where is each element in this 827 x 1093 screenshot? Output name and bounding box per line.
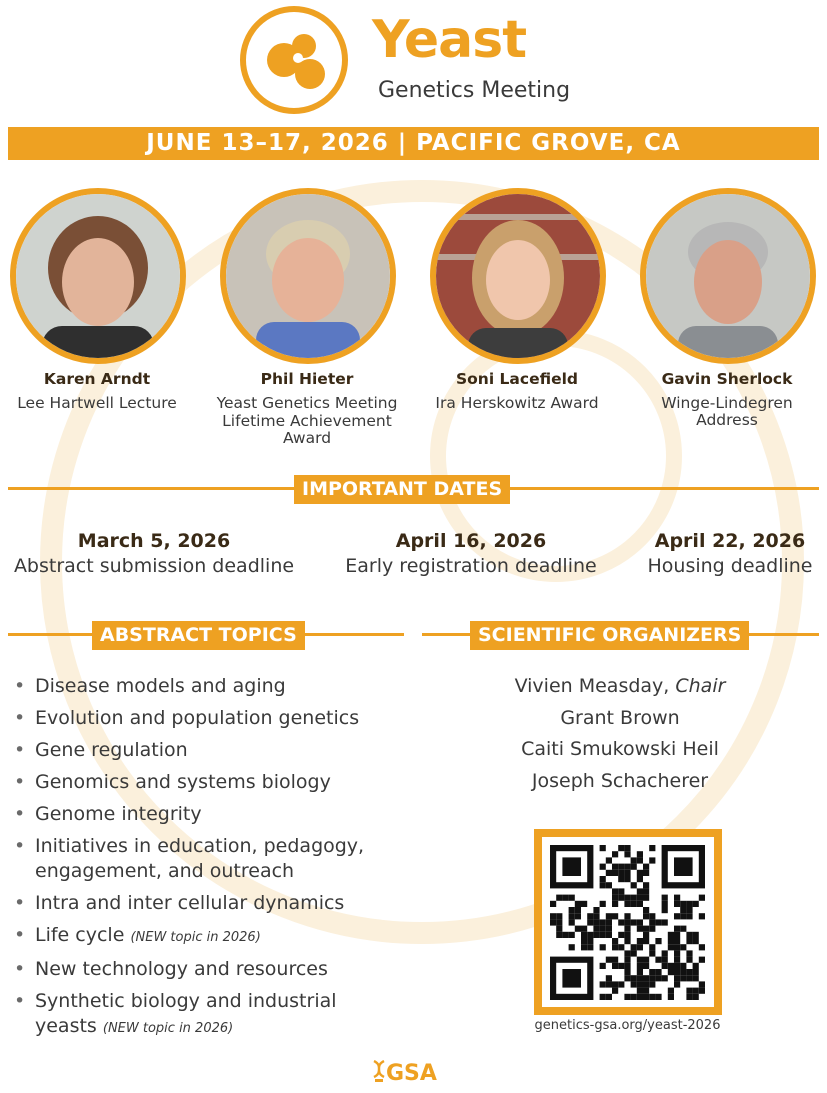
list-item — [14, 923, 394, 950]
organizer-chair — [430, 674, 810, 699]
bullet: • — [14, 739, 26, 761]
date-location-banner: JUNE 13–17, 2026 | PACIFIC GROVE, CA — [8, 127, 819, 160]
date-value: March 5, 2026 — [77, 530, 231, 552]
gsa-logo — [372, 1060, 437, 1087]
speaker-name: Karen Arndt — [43, 370, 151, 388]
abstract-topics-heading: ABSTRACT TOPICS — [92, 621, 305, 650]
organizer-name: Joseph Schacherer — [531, 769, 709, 792]
yeast-cells-icon — [246, 12, 342, 108]
organizer-role: Chair — [675, 675, 726, 697]
portrait-image — [436, 194, 600, 358]
speaker-award: Yeast Genetics Meeting Lifetime Achievement Award — [216, 394, 398, 447]
speaker-photo-phil-hieter — [220, 188, 396, 364]
organizer-name: Vivien Measday, — [514, 675, 670, 697]
date-label: Abstract submission deadline — [13, 555, 295, 577]
list-item — [14, 770, 394, 795]
topic-text: Gene regulation — [35, 739, 188, 761]
list-item — [14, 891, 394, 916]
page-subtitle: Genetics Meeting — [378, 78, 571, 103]
date-value: April 16, 2026 — [395, 530, 547, 552]
speaker-name: Phil Hieter — [260, 370, 354, 388]
topic-text: Initiatives in education, pedagogy, engagement, and outreach — [35, 835, 365, 882]
topic-text: Disease models and aging — [35, 675, 286, 697]
list-item — [14, 834, 375, 884]
scientific-organizers-heading: SCIENTIFIC ORGANIZERS — [470, 621, 749, 650]
bullet: • — [14, 771, 26, 793]
speaker-award: Lee Hartwell Lecture — [17, 394, 177, 412]
speaker-photo-soni-lacefield — [430, 188, 606, 364]
topic-text: Genome integrity — [35, 803, 202, 825]
yeast-logo — [240, 6, 348, 114]
organizer-name: Grant Brown — [560, 706, 680, 729]
page-title: Yeast — [372, 10, 527, 70]
list-item — [14, 989, 355, 1041]
list-item — [14, 674, 394, 699]
qr-code[interactable] — [534, 829, 722, 1015]
date-value: April 22, 2026 — [654, 530, 806, 552]
abstract-topics-list — [14, 674, 394, 1048]
portrait-image — [226, 194, 390, 358]
topic-text: Life cycle — [35, 924, 125, 946]
gsa-logo-text: GSA — [386, 1061, 437, 1086]
topic-text: Synthetic biology and industrial yeasts — [35, 990, 337, 1037]
bullet: • — [14, 958, 26, 980]
bullet: • — [14, 835, 26, 857]
bullet: • — [14, 892, 26, 914]
bullet: • — [14, 707, 26, 729]
list-item — [14, 738, 394, 763]
topic-text: Evolution and population genetics — [35, 707, 360, 729]
bullet: • — [14, 803, 26, 825]
speaker-photo-karen-arndt — [10, 188, 186, 364]
date-label: Early registration deadline — [345, 555, 597, 577]
portrait-image — [16, 194, 180, 358]
speaker-name: Gavin Sherlock — [661, 370, 793, 388]
organizer-name: Caiti Smukowski Heil — [521, 738, 719, 760]
date-label: Housing deadline — [647, 555, 813, 577]
important-dates-heading: IMPORTANT DATES — [294, 475, 510, 504]
speaker-award: Winge-Lindegren Address — [661, 394, 793, 429]
bullet: • — [14, 990, 26, 1012]
speaker-award: Ira Herskowitz Award — [435, 394, 599, 412]
qr-url-link[interactable]: genetics-gsa.org/yeast-2026 — [534, 1018, 721, 1033]
bullet: • — [14, 924, 26, 946]
topic-text: Genomics and systems biology — [35, 771, 331, 793]
bullet: • — [14, 675, 26, 697]
organizers-list — [430, 674, 810, 800]
topic-text: New technology and resources — [35, 958, 328, 980]
speaker-photo-gavin-sherlock — [640, 188, 816, 364]
dna-helix-icon — [372, 1060, 386, 1084]
list-item — [14, 802, 394, 827]
topic-text: Intra and inter cellular dynamics — [35, 892, 345, 914]
list-item — [14, 957, 394, 982]
qr-code-icon — [542, 837, 714, 1007]
speaker-name: Soni Lacefield — [455, 370, 578, 388]
portrait-image — [646, 194, 810, 358]
new-topic-note: (NEW topic in 2026) — [102, 1021, 234, 1036]
list-item — [14, 706, 394, 731]
new-topic-note: (NEW topic in 2026) — [130, 930, 261, 945]
